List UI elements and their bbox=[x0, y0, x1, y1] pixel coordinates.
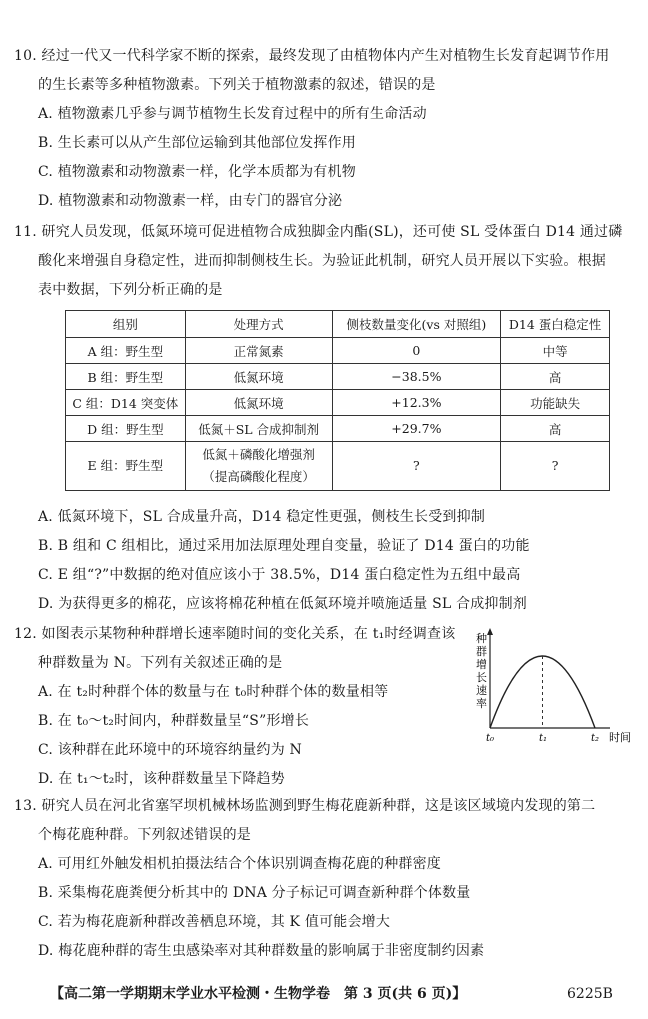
table-cell: C 组：D14 突变体 bbox=[66, 390, 186, 416]
q12-option-a: A. 在 t₂时种群个体的数量与在 t₀时种群个体的数量相等 bbox=[38, 684, 389, 700]
q10-option-b: B. 生长素可以从产生部位运输到其他部位发挥作用 bbox=[38, 135, 356, 151]
q12-stem-line-2: 种群数量为 N。下列有关叙述正确的是 bbox=[38, 655, 283, 671]
table-row bbox=[66, 364, 610, 390]
question-10 bbox=[14, 42, 638, 216]
footer-code: 6225B bbox=[567, 986, 613, 1002]
table-row bbox=[66, 442, 610, 491]
table-cell: ? bbox=[501, 442, 610, 491]
table-cell: 高 bbox=[501, 416, 610, 442]
question-11 bbox=[14, 218, 638, 305]
table-cell-line: 低氮＋磷酸化增强剂 bbox=[202, 447, 315, 462]
q11-option-c: C. E 组“?”中数据的绝对值应该小于 38.5%，D14 蛋白稳定性为五组中最高 bbox=[38, 567, 521, 583]
table-cell: ? bbox=[332, 442, 501, 491]
chart-tick-t1: t₁ bbox=[539, 733, 548, 744]
table-cell: 高 bbox=[501, 364, 610, 390]
q11-stem-line-1: 11. 研究人员发现，低氮环境可促进植物合成独脚金内酯(SL)，还可使 SL 受体蛋白 D14 通过磷 bbox=[14, 224, 623, 240]
q11-options bbox=[14, 503, 638, 619]
table-cell: D 组：野生型 bbox=[66, 416, 186, 442]
table-cell: +29.7% bbox=[332, 416, 501, 442]
q10-option-d: D. 植物激素和动物激素一样，由专门的器官分泌 bbox=[38, 193, 343, 209]
chart-y-label-char: 增 bbox=[476, 658, 487, 671]
q13-stem-line-1: 13. 研究人员在河北省塞罕坝机械林场监测到野生梅花鹿新种群，这是该区域境内发现的第二 bbox=[14, 798, 596, 814]
q11-option-a: A. 低氮环境下，SL 合成量升高，D14 稳定性更强，侧枝生长受到抑制 bbox=[38, 509, 486, 525]
question-13 bbox=[14, 792, 638, 966]
chart-y-label-char: 率 bbox=[476, 697, 487, 710]
table-header-branch-change: 侧枝数量变化(vs 对照组) bbox=[332, 311, 501, 338]
table-cell: 0 bbox=[332, 338, 501, 364]
q13-stem-line-2: 个梅花鹿种群。下列叙述错误的是 bbox=[38, 827, 251, 843]
chart-x-label: 时间 bbox=[609, 731, 631, 744]
table-cell-line: （提高磷酸化程度） bbox=[202, 469, 315, 484]
table-header-row bbox=[66, 311, 610, 338]
table-row bbox=[66, 390, 610, 416]
q13-option-b: B. 采集梅花鹿粪便分析其中的 DNA 分子标记可调查新种群个体数量 bbox=[38, 885, 471, 901]
q12-option-c: C. 该种群在此环境中的环境容纳量约为 N bbox=[38, 742, 303, 758]
table-header-group: 组别 bbox=[66, 311, 186, 338]
table-cell: −38.5% bbox=[332, 364, 501, 390]
table-cell: 中等 bbox=[501, 338, 610, 364]
chart-y-label-char: 速 bbox=[476, 684, 487, 697]
experiment-table bbox=[65, 310, 610, 491]
y-axis-arrow-icon bbox=[487, 628, 493, 635]
table-cell: 功能缺失 bbox=[501, 390, 610, 416]
table-header-d14-stability: D14 蛋白稳定性 bbox=[501, 311, 610, 338]
q11-option-d: D. 为获得更多的棉花，应该将棉花种植在低氮环境并喷施适量 SL 合成抑制剂 bbox=[38, 596, 528, 612]
table-header-treatment: 处理方式 bbox=[185, 311, 332, 338]
chart-tick-t2: t₂ bbox=[591, 733, 600, 744]
chart-y-label-char: 群 bbox=[476, 645, 487, 658]
table-cell: 正常氮素 bbox=[185, 338, 332, 364]
q13-option-d: D. 梅花鹿种群的寄生虫感染率对其种群数量的影响属于非密度制约因素 bbox=[38, 943, 485, 959]
q12-option-d: D. 在 t₁～t₂时，该种群数量呈下降趋势 bbox=[38, 771, 285, 787]
chart-y-label-char: 种 bbox=[476, 632, 487, 645]
q10-stem-line-2: 的生长素等多种植物激素。下列关于植物激素的叙述，错误的是 bbox=[38, 77, 436, 93]
q12-option-b: B. 在 t₀～t₂时间内，种群数量呈“S”形增长 bbox=[38, 713, 310, 729]
q10-option-c: C. 植物激素和动物激素一样，化学本质都为有机物 bbox=[38, 164, 356, 180]
q13-option-c: C. 若为梅花鹿新种群改善栖息环境，其 K 值可能会增大 bbox=[38, 914, 391, 930]
table-cell: 低氮环境 bbox=[185, 390, 332, 416]
table-cell: B 组：野生型 bbox=[66, 364, 186, 390]
table-cell: A 组：野生型 bbox=[66, 338, 186, 364]
table-cell-multiline bbox=[185, 442, 332, 491]
table-cell: 低氮＋SL 合成抑制剂 bbox=[185, 416, 332, 442]
q12-stem-line-1: 12. 如图表示某物种种群增长速率随时间的变化关系，在 t₁时经调查该 bbox=[14, 626, 456, 642]
table-row bbox=[66, 416, 610, 442]
chart-tick-t0: t₀ bbox=[486, 733, 495, 744]
footer-title: 【高二第一学期期末学业水平检测・生物学卷 第 3 页(共 6 页)】 bbox=[50, 986, 467, 1002]
chart-y-label-char: 长 bbox=[476, 671, 487, 684]
q10-stem-line-1: 10. 经过一代又一代科学家不断的探索，最终发现了由植物体内产生对植物生长发育起调节作用 bbox=[14, 48, 610, 64]
question-12 bbox=[14, 620, 474, 794]
table-cell: +12.3% bbox=[332, 390, 501, 416]
table-row bbox=[66, 338, 610, 364]
table-cell: 低氮环境 bbox=[185, 364, 332, 390]
q11-stem-line-3: 表中数据，下列分析正确的是 bbox=[38, 282, 223, 298]
table-cell: E 组：野生型 bbox=[66, 442, 186, 491]
q10-option-a: A. 植物激素几乎参与调节植物生长发育过程中的所有生命活动 bbox=[38, 106, 427, 122]
q11-option-b: B. B 组和 C 组相比，通过采用加法原理处理自变量，验证了 D14 蛋白的功能 bbox=[38, 538, 530, 554]
q11-stem-line-2: 酸化来增强自身稳定性，进而抑制侧枝生长。为验证此机制，研究人员开展以下实验。根据 bbox=[38, 253, 606, 269]
q13-option-a: A. 可用红外触发相机拍摄法结合个体识别调查梅花鹿的种群密度 bbox=[38, 856, 442, 872]
growth-rate-chart bbox=[470, 628, 640, 746]
